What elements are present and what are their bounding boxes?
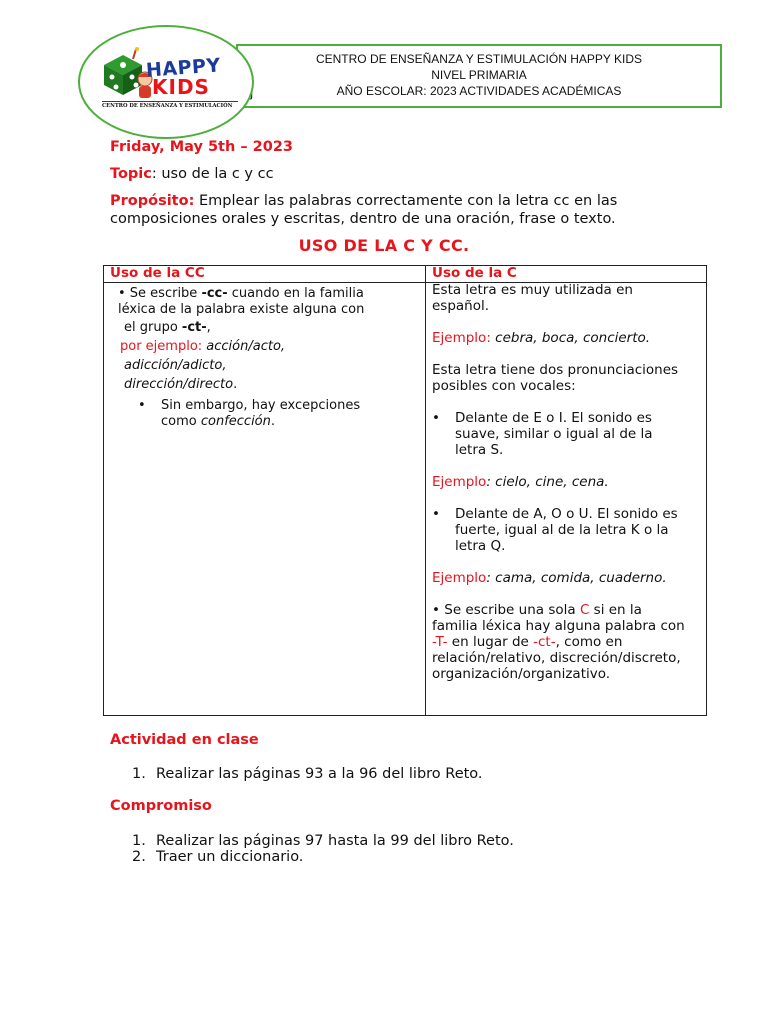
c-ejemplo-1-text: cebra, boca, concierto. — [495, 330, 651, 346]
table-column-divider — [425, 265, 426, 716]
cc-ejemplo-1: acción/acto, — [206, 339, 286, 354]
cc-ejemplo-3-end: . — [233, 377, 238, 392]
compromiso-item-2-text: Traer un diccionario. — [156, 849, 304, 865]
list-number: 1. — [132, 766, 146, 782]
c-sola-t: -T- — [432, 634, 448, 650]
proposito-label: Propósito: — [110, 193, 195, 209]
actividad-item — [132, 765, 483, 783]
cc-exception-end: . — [270, 413, 276, 429]
cc-rule-bullet — [118, 286, 418, 317]
c-soft-line2: suave, similar o igual al de la — [455, 426, 653, 442]
c-sola-mid: en lugar de — [447, 634, 534, 650]
cc-b1-bold: -cc- — [201, 286, 228, 301]
c-sola-line1 — [432, 602, 702, 618]
logo-caption: CENTRO DE ENSEÑANZA Y ESTIMULACIÓN — [102, 101, 238, 109]
cc-grupo-bold: -ct- — [181, 320, 207, 335]
c-ejemplo-1-label: Ejemplo: — [432, 330, 496, 346]
cc-grupo-post: , — [206, 320, 211, 335]
cc-exception-bullet — [138, 398, 360, 429]
c-sola-post: si en la — [589, 602, 642, 618]
cc-ejemplo-3: dirección/directo — [124, 377, 234, 392]
c-soft-line1: Delante de E o I. El sonido es — [455, 410, 652, 426]
cc-ejemplo-3-line — [124, 377, 237, 393]
c-ejemplo-2 — [432, 474, 702, 490]
bullet-icon: • — [432, 506, 440, 522]
c-pron-line2: posibles con vocales: — [432, 378, 576, 394]
level-line: NIVEL PRIMARIA — [431, 68, 527, 82]
c-ejemplo-3-label: Ejemplo — [432, 570, 487, 586]
logo-word-happy: HAPPY — [145, 54, 222, 82]
topic-text: : uso de la c y cc — [151, 166, 274, 182]
c-ejemplo-3-text: : cama, comida, cuaderno. — [486, 570, 667, 586]
c-ejemplo-2-label: Ejemplo — [432, 474, 487, 490]
compromiso-item-2 — [132, 848, 303, 866]
actividad-item-text: Realizar las páginas 93 a la 96 del libro Reto. — [156, 766, 483, 782]
c-hard-line3: letra Q. — [455, 538, 506, 554]
table-header-cc: Uso de la CC — [110, 265, 205, 281]
c-sola-line3 — [432, 634, 702, 650]
c-hard-line2: fuerte, igual al de la letra K o la — [455, 522, 669, 538]
c-soft-bullet — [432, 410, 702, 458]
topic-label: Topic — [110, 166, 152, 182]
c-sola-letter: C — [579, 602, 590, 618]
proposito-paragraph — [110, 192, 617, 228]
table-header-c: Uso de la C — [432, 265, 517, 281]
c-sola-ct: -ct- — [533, 634, 556, 650]
cc-exception-pre: como — [161, 413, 201, 429]
c-sola-line2: familia léxica hay alguna palabra con — [432, 618, 685, 634]
cc-ejemplo-label: por ejemplo: — [120, 339, 207, 354]
c-column — [432, 282, 702, 682]
main-title: USO DE LA C Y CC. — [298, 236, 470, 255]
cc-grupo-pre: el grupo — [124, 320, 182, 335]
topic-line — [110, 165, 274, 183]
c-sola-line4: relación/relativo, discreción/discreto, — [432, 650, 681, 666]
logo — [78, 25, 254, 139]
school-year-line: AÑO ESCOLAR: 2023 ACTIVIDADES ACADÉMICAS — [336, 84, 622, 98]
school-name: CENTRO DE ENSEÑANZA Y ESTIMULACIÓN HAPPY KIDS — [315, 52, 643, 66]
cc-ejemplo-line — [120, 339, 285, 355]
actividad-heading: Actividad en clase — [110, 732, 259, 748]
cc-b1-line2: léxica de la palabra existe alguna con — [118, 301, 365, 317]
date-heading: Friday, May 5th – 2023 — [110, 139, 294, 155]
bullet-icon: • — [138, 398, 146, 413]
list-number: 2. — [132, 849, 146, 865]
c-pron-line1: Esta letra tiene dos pronunciaciones — [432, 362, 679, 378]
proposito-line1: Emplear las palabras correctamente con la letra cc en las — [194, 193, 618, 209]
logo-word-kids: KIDS — [152, 75, 210, 99]
c-sola-end: , como en — [555, 634, 623, 650]
proposito-line2: composiciones orales y escritas, dentro de una oración, frase o texto. — [110, 211, 616, 227]
cc-ejemplo-2: adicción/adicto, — [124, 358, 227, 373]
c-sola-line5: organización/organizativo. — [432, 666, 611, 682]
compromiso-heading: Compromiso — [110, 798, 212, 814]
compromiso-item-1-text: Realizar las páginas 97 hasta la 99 del libro Reto. — [156, 833, 514, 849]
cc-exception-word: confección — [200, 413, 271, 429]
cc-exception-line1: Sin embargo, hay excepciones — [161, 398, 361, 413]
c-ejemplo-2-text: : cielo, cine, cena. — [486, 474, 609, 490]
c-ejemplo-1 — [432, 330, 702, 346]
c-ejemplo-3 — [432, 570, 702, 586]
list-number: 1. — [132, 833, 146, 849]
c-intro-line1: Esta letra es muy utilizada en — [432, 282, 633, 298]
c-hard-line1: Delante de A, O o U. El sonido es — [455, 506, 678, 522]
c-hard-bullet — [432, 506, 702, 554]
c-sola-pre: • Se escribe una sola — [432, 602, 580, 618]
c-soft-line3: letra S. — [455, 442, 504, 458]
cc-b1-post: cuando en la familia — [227, 286, 364, 301]
bullet-icon: • — [432, 410, 440, 426]
header-box — [236, 44, 722, 108]
c-intro-line2: español. — [432, 298, 490, 314]
cc-b1-pre: • Se escribe — [118, 286, 202, 301]
cc-grupo-line — [124, 320, 211, 336]
